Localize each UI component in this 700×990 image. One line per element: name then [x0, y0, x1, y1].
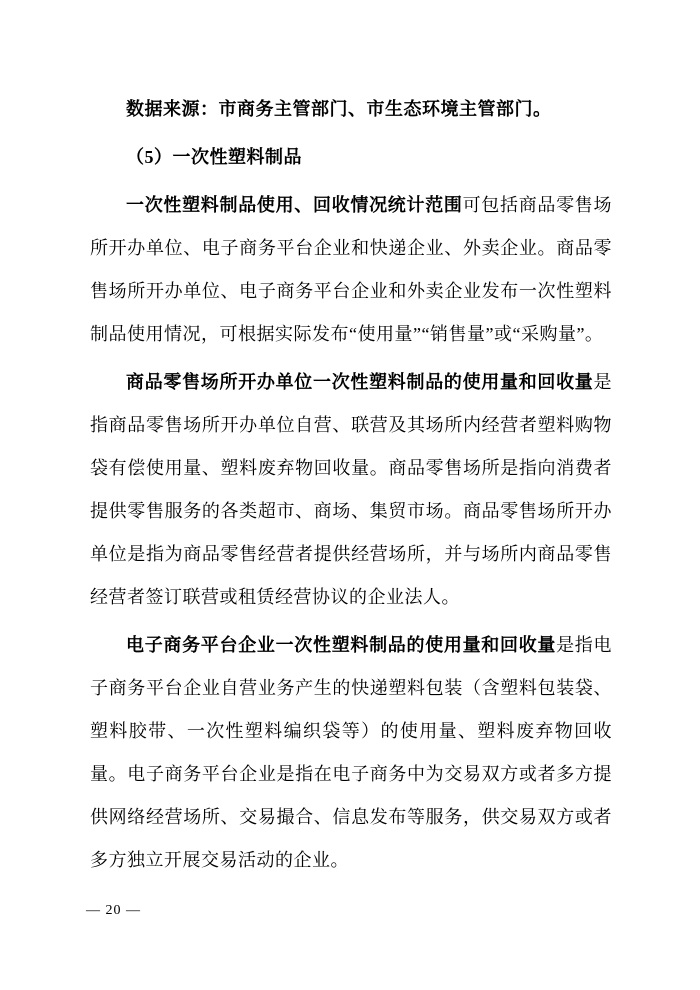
paragraph-statistics-scope — [90, 184, 612, 356]
paragraph-lead-bold: 一次性塑料制品使用、回收情况统计范围 — [126, 195, 463, 215]
paragraph-lead-bold: 商品零售场所开办单位一次性塑料制品的使用量和回收量 — [126, 372, 594, 392]
section-heading: （5）一次性塑料制品 — [126, 147, 302, 167]
paragraph-body-text: 是指电子商务平台企业自营业务产生的快递塑料包装（含塑料包装袋、塑料胶带、一次性塑料编织袋等）的使用量、塑料废弃物回收量。电子商务平台企业是指在电子商务中为交易双方或者多方提供网络经营场所、交易撮合、信息发布等服务，供交易双方或者多方独立开展交易活动的企业。 — [90, 635, 613, 870]
document-body — [90, 88, 612, 887]
paragraph-retail-definition — [90, 361, 612, 619]
paragraph-lead-bold: 电子商务平台企业一次性塑料制品的使用量和回收量 — [126, 635, 557, 655]
paragraph-body-text: 可包括商品零售场所开办单位、电子商务平台企业和快递企业、外卖企业。商品零售场所开办单位、电子商务平台企业和外卖企业发布一次性塑料制品使用情况，可根据实际发布“使用量”“销售量”或“采购量”。 — [90, 195, 613, 344]
paragraph-body-text: 是指商品零售场所开办单位自营、联营及其场所内经营者塑料购物袋有偿使用量、塑料废弃物回收量。商品零售场所是指向消费者提供零售服务的各类超市、商场、集贸市场。商品零售场所开办单位是指为商品零售经营者提供经营场所，并与场所内商品零售经营者签订联营或租赁经营协议的企业法人。 — [90, 372, 612, 607]
data-source-line: 数据来源：市商务主管部门、市生态环境主管部门。 — [126, 99, 552, 119]
page-number: — 20 — — [86, 903, 141, 918]
paragraph-ecommerce-definition — [90, 624, 612, 882]
